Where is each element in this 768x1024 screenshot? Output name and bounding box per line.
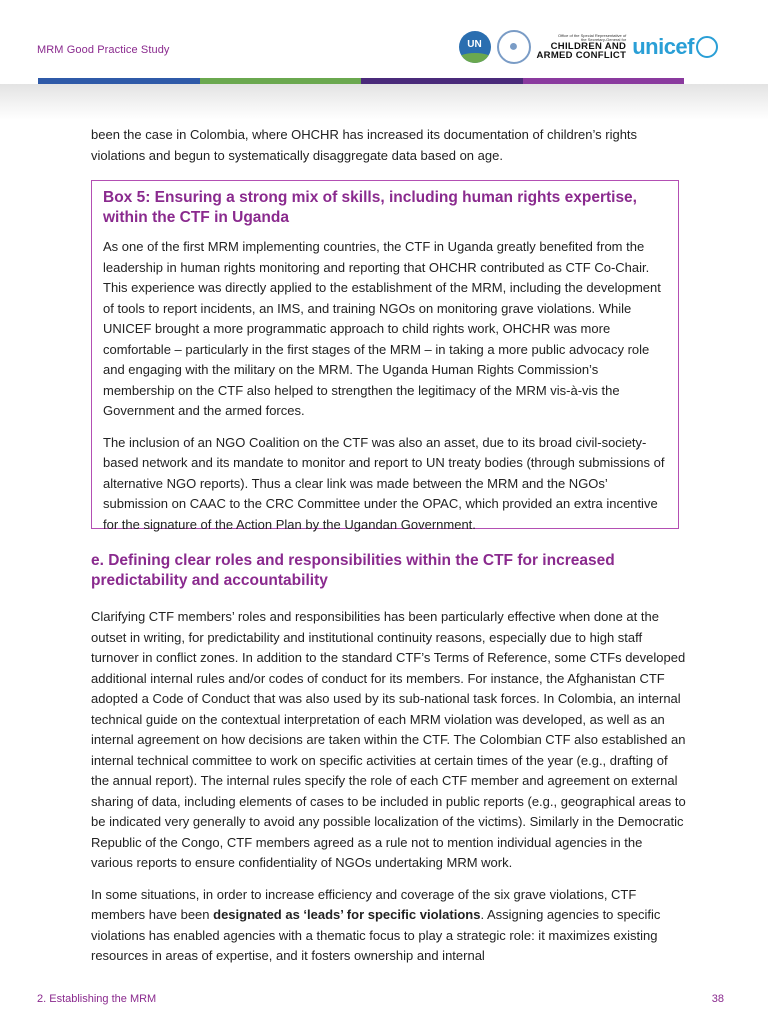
caac-logo-subtitle: Office of the Special Representative of the Secretary-General for (558, 32, 627, 42)
unicef-logo: unicef (632, 34, 718, 60)
paragraph-2-end: . Assigning agencies to specific violations has enabled agencies with a thematic focus to play a strategic role: it maximizes existing resources in areas of expertise, and it fosters ownership and internal (91, 907, 661, 963)
un-logo-icon: UN (459, 31, 491, 63)
section-body (91, 607, 686, 978)
section-paragraph-2 (91, 885, 686, 967)
box-title: Box 5: Ensuring a strong mix of skills, including human rights expertise, within the CTF in Uganda (103, 189, 637, 226)
caac-logo-line1: CHILDREN AND (550, 40, 627, 52)
section-paragraph-1: Clarifying CTF members’ roles and responsibilities has been particularly effective when done at the outset in writing, for predictability and institutional continuity reasons, especially due to high staff turnover in conflict zones. In addition to the standard CTF’s Terms of Reference, some CTFs developed additional internal rules and/or codes of conduct for its members. For instance, the Afghanistan CTF adopted a Code of Conduct that was also used by its sub-national task forces. In Colombia, an internal technical guide on the contextual interpretation of each MRM violation was developed, as well as an internal agreement on how decisions are taken within the CTF. The Colombian CTF also established an internal technical committee to work on specific activities at certain times of the year (e.g., drafting of the annual report). The internal rules specify the role of each CTF member and agreement on external sharing of data, including elements of cases to be included in public reports (e.g., geographical areas to be indicated very generally to avoid any possible localization of the victims). Similarly in the Democratic Republic of the Congo, CTF members agreed as a rule not to mention individual agencies in the various reports to ensure confidentiality of NGOs undertaking MRM work. (91, 609, 686, 870)
caac-logo-line2: ARMED CONFLICT (536, 50, 627, 61)
un-emblem-icon: ● (497, 30, 531, 64)
caac-logo (537, 34, 627, 61)
paragraph-2-bold: designated as ‘leads’ for specific violations (213, 907, 481, 922)
box-paragraph-2: The inclusion of an NGO Coalition on the CTF was also an asset, due to its broad civil-society-based network and its mandate to monitor and report to UN treaty bodies (through submissions of alternative NGO reports). Thus a clear link was made between the MRM and the NGOs’ submission on CAAC to the CRC Committee under the OPAC, which provided an extra incentive for the signature of the Action Plan by the Ugandan Government. (103, 434, 665, 532)
intro-paragraph: been the case in Colombia, where OHCHR has increased its documentation of children’s rights violations and begun to systematically disaggregate data based on age. (91, 127, 638, 163)
section-heading: e. Defining clear roles and responsibilities within the CTF for increased predictability and accountability (91, 552, 615, 589)
header-shade (0, 84, 768, 120)
unicef-globe-icon (696, 36, 718, 58)
intro-block (91, 125, 681, 166)
box-paragraph-1: As one of the first MRM implementing countries, the CTF in Uganda greatly benefited from the leadership in human rights monitoring and reporting that OHCHR contributed as CTF Co-Chair. This experience was directly applied to the establishment of the MRM, including the development of tools to report incidents, an IMS, and training NGOs on monitoring grave violations. While UNICEF brought a more programmatic approach to child rights work, OHCHR was more comfortable – particularly in the first stages of the MRM – in taking a more public advocacy role and engaging with the military on the MRM. The Uganda Human Rights Commission’s membership on the CTF also helped to strengthen the legitimacy of the MRM vis-à-vis the Government and the armed forces. (103, 239, 661, 418)
partner-logos (459, 28, 719, 66)
box-5 (91, 180, 679, 532)
paragraph-2-start: In some situations, in order to increase efficiency and coverage of the six grave violations, CTF members have been (91, 886, 637, 922)
footer-section-label: 2. Establishing the MRM (37, 993, 157, 1005)
header-title: MRM Good Practice Study (37, 44, 170, 56)
page-number: 38 (711, 993, 724, 1005)
